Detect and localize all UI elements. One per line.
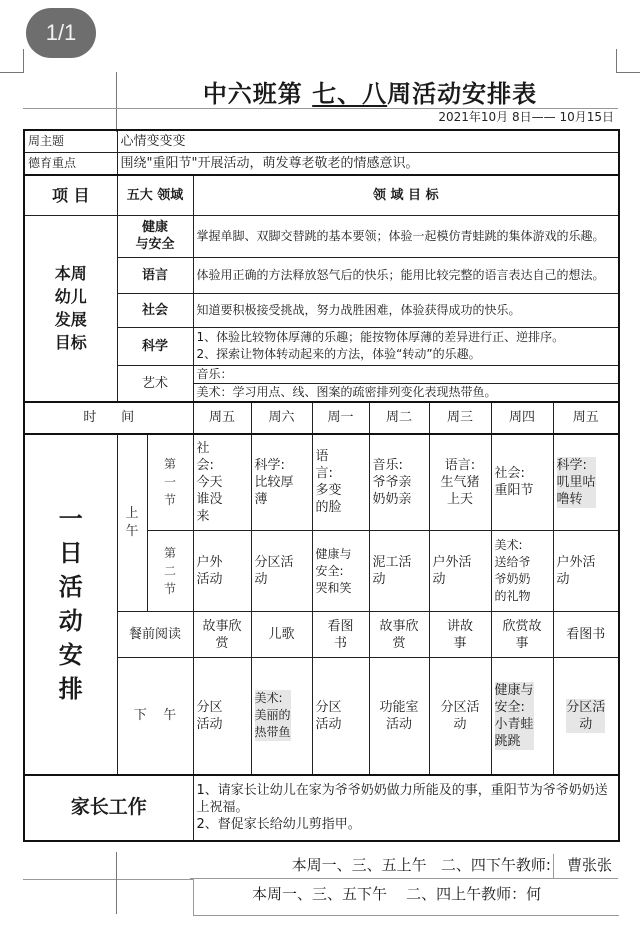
period1-cell: 音乐: 爷爷亲 奶奶亲 bbox=[369, 434, 429, 531]
teacher-line-1-name: 曹张张 bbox=[566, 856, 612, 874]
reading-cell: 欣赏故 事 bbox=[491, 612, 553, 658]
period1-cell: 语言: 生气猪 上天 bbox=[429, 434, 491, 531]
date-range: 2021年10月 8日—— 10月15日 bbox=[438, 110, 614, 124]
goal-domain: 语言 bbox=[117, 257, 193, 293]
col-item-header: 项 目 bbox=[24, 175, 117, 215]
title-weeks: 七、八 bbox=[312, 80, 388, 108]
day-header: 周二 bbox=[369, 402, 429, 434]
period1-cell: 社会: 重阳节 bbox=[491, 434, 553, 531]
col-target-header: 领 域 目 标 bbox=[193, 175, 619, 215]
parents-text: 1、请家长让幼儿在家为爷爷奶奶做力所能及的事，重阳节为爷爷奶奶送上祝福。 2、督促家长给幼儿剪指甲。 bbox=[193, 775, 619, 841]
title-suffix: 周活动安排表 bbox=[387, 80, 538, 108]
afternoon-cell: 功能室 活动 bbox=[369, 658, 429, 775]
period2-cell: 美术: 送给爷 爷奶奶 的礼物 bbox=[491, 531, 553, 612]
afternoon-label: 下 午 bbox=[117, 658, 193, 775]
day-header: 周一 bbox=[312, 402, 369, 434]
period1-cell bbox=[553, 434, 619, 531]
time-header: 时 间 bbox=[24, 402, 193, 434]
goal-target: 知道要积极接受挑战，努力战胜困难，体验获得成功的快乐。 bbox=[193, 293, 619, 327]
period1-label: 第 一 节 bbox=[147, 434, 193, 531]
goal-target: 掌握单脚、双脚交替跳的基本要领；体验一起模仿青蛙跳的集体游戏的乐趣。 bbox=[193, 215, 619, 257]
period1-cell: 语 言: 多变 的脸 bbox=[312, 434, 369, 531]
goal-target: 体验用正确的方法释放怒气后的快乐；能用比较完整的语言表达自己的想法。 bbox=[193, 257, 619, 293]
teacher-line-2 bbox=[193, 879, 619, 916]
period2-cell: 分区活 动 bbox=[251, 531, 312, 612]
goal-domain: 社会 bbox=[117, 293, 193, 327]
margin-guide-vertical-lower bbox=[116, 852, 117, 914]
goal-target: 1、体验比较物体厚薄的乐趣；能按物体厚薄的差异进行正、逆排序。 2、探索让物体转动起来的方法，体验“转动”的乐趣。 bbox=[193, 327, 619, 365]
reading-cell: 看图书 bbox=[553, 612, 619, 658]
col-domain-header: 五大 领域 bbox=[117, 175, 193, 215]
moral-row bbox=[24, 152, 619, 175]
highlighted-text: 分区活 动 bbox=[566, 699, 606, 732]
page-title bbox=[120, 74, 620, 109]
day-header: 周六 bbox=[251, 402, 312, 434]
afternoon-cell bbox=[553, 658, 619, 775]
day-header: 周三 bbox=[429, 402, 491, 434]
theme-value: 心情变变变 bbox=[117, 130, 619, 152]
goal-row bbox=[24, 215, 619, 257]
goal-target-music: 音乐： bbox=[193, 365, 619, 383]
moral-label: 德育重点 bbox=[24, 152, 117, 175]
days-header-row bbox=[24, 402, 619, 434]
reading-cell: 故事欣 赏 bbox=[369, 612, 429, 658]
teacher-line-2-label: 本周一、三、五下午 二、四上午教师：何 bbox=[252, 885, 542, 903]
afternoon-cell bbox=[251, 658, 312, 775]
goals-header-row bbox=[24, 175, 619, 215]
reading-cell: 看图 书 bbox=[312, 612, 369, 658]
moral-value: 围绕"重阳节"开展活动，萌发尊老敬老的情感意识。 bbox=[117, 152, 619, 175]
morning-label: 上 午 bbox=[117, 434, 147, 612]
period2-label: 第 二 节 bbox=[147, 531, 193, 612]
theme-label: 周主题 bbox=[24, 130, 117, 152]
teacher-line-1 bbox=[190, 852, 618, 879]
period2-cell: 户外活 动 bbox=[429, 531, 491, 612]
morning-period1-row bbox=[24, 434, 619, 531]
highlighted-text: 美术: 美丽的 热带鱼 bbox=[254, 691, 291, 740]
crop-mark-top-right bbox=[616, 49, 640, 73]
period2-cell: 健康与 安全: 哭和笑 bbox=[312, 531, 369, 612]
highlighted-text: 科学: 叽里咕 噜转 bbox=[556, 457, 596, 507]
goal-domain-arts: 艺术 bbox=[117, 365, 193, 402]
period1-cell: 科学: 比较厚 薄 bbox=[251, 434, 312, 531]
afternoon-cell bbox=[491, 658, 553, 775]
teacher-line-1-label: 本周一、三、五上午 二、四下午教师: bbox=[291, 856, 551, 874]
reading-label: 餐前阅读 bbox=[117, 612, 193, 658]
day-header: 周五 bbox=[193, 402, 251, 434]
activity-schedule-table bbox=[23, 129, 620, 842]
margin-guide-vertical bbox=[116, 72, 117, 132]
period1-cell: 社 会: 今天 谁没 来 bbox=[193, 434, 251, 531]
reading-cell: 儿歌 bbox=[251, 612, 312, 658]
reading-cell: 故事欣 赏 bbox=[193, 612, 251, 658]
title-prefix: 中六班第 bbox=[202, 80, 313, 108]
period2-cell: 户外活 动 bbox=[553, 531, 619, 612]
goal-domain: 健康 与安全 bbox=[117, 215, 193, 257]
margin-guide-lower bbox=[23, 879, 193, 880]
parents-row bbox=[24, 775, 619, 841]
parents-label: 家长工作 bbox=[24, 775, 193, 841]
goal-domain: 科学 bbox=[117, 327, 193, 365]
afternoon-cell: 分区 活动 bbox=[193, 658, 251, 775]
day-header: 周五 bbox=[553, 402, 619, 434]
theme-row bbox=[24, 130, 619, 152]
crop-mark-top-left bbox=[0, 49, 24, 73]
daily-schedule-section-label: 一 日 活 动 安 排 bbox=[24, 434, 117, 775]
reading-cell: 讲故 事 bbox=[429, 612, 491, 658]
page-indicator: 1/1 bbox=[26, 8, 96, 58]
highlighted-text: 健康与 安全: 小青蛙 跳跳 bbox=[494, 682, 534, 749]
goal-target-art: 美术：学习用点、线、图案的疏密排列变化表现热带鱼。 bbox=[193, 383, 619, 402]
day-header: 周四 bbox=[491, 402, 553, 434]
goals-section-label: 本周 幼儿 发展 目标 bbox=[24, 215, 117, 402]
period2-cell: 户外 活动 bbox=[193, 531, 251, 612]
period2-cell: 泥工活 动 bbox=[369, 531, 429, 612]
teacher-divider bbox=[553, 854, 554, 878]
afternoon-cell: 分区 活动 bbox=[312, 658, 369, 775]
afternoon-cell: 分区活 动 bbox=[429, 658, 491, 775]
